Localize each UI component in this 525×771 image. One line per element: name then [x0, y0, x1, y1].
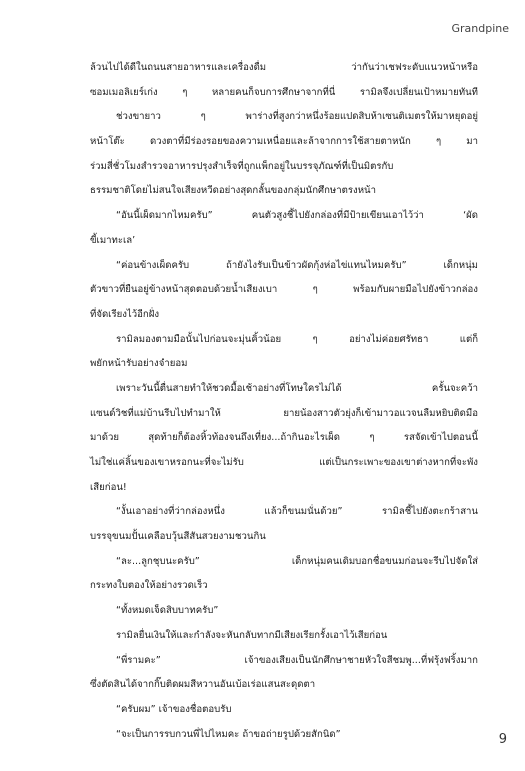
text-line: ซอมเมอลิเยร์เก่ง ๆ หลายคนก็จบการศึกษาจากที่นี่ รามิลจึงเปลี่ยนเป้าหมายทันที — [90, 86, 478, 98]
text-line: ช่วงขายาว ๆ พาร่างที่สูงกว่าหนึ่งร้อยแปดสิบห้าเซนติเมตรให้มาหยุดอยู่ — [116, 111, 478, 123]
body-text — [90, 56, 478, 747]
text-line: “อันนี้เผ็ดมากไหมครับ” คนตัวสูงชี้ไปยังกล่องที่มีป้ายเขียนเอาไว้ว่า ‘ผัด — [116, 210, 478, 222]
text-line: พยักหน้ารับอย่างจำยอม — [90, 358, 188, 370]
text-line: “ทั้งหมดเจ็ดสิบบาทครับ” — [116, 605, 219, 617]
text-line: ไม่ใช่แค่ลิ้นของเขาหรอกนะที่จะไม่รับ แต่เป็นกระเพาะของเขาต่างหากที่จะพัง — [90, 457, 478, 468]
text-line: “ครับผม” เจ้าของชื่อตอบรับ — [116, 703, 232, 715]
text-line: ตัวขาวที่ยืนอยู่ข้างหน้าสุดตอบด้วยน้ำเสียงเบา ๆ พร้อมกับผายมือไปยังข้าวกล่อง — [90, 284, 478, 296]
text-line: “จะเป็นการรบกวนพี่ไปไหมคะ ถ้าขอถ่ายรูปด้วยสักนิด” — [116, 728, 341, 740]
text-line: เสียก่อน! — [90, 481, 127, 493]
running-header: Grandpine — [451, 22, 509, 35]
text-line: “งั้นเอาอย่างที่ว่ากล่องหนึ่ง แล้วก็ขนมนั่นด้วย” รามิลชี้ไปยังตะกร้าสาน — [116, 506, 478, 518]
text-line: มาด้วย สุดท้ายก็ต้องหิ้วท้องจนถึงเที่ยง...ถ้ากินอะไรเผ็ด ๆ รสจัดเข้าไปตอนนี้ — [90, 432, 478, 444]
text-line: บรรจุขนมปั้นเคลือบวุ้นสีสันสวยงามชวนกิน — [90, 531, 266, 543]
text-line: แซนด์วิชที่แม่บ้านรีบไปทำมาให้ ยายน้องสาวตัวยุ่งก็เข้ามาวอแวจนลืมหยิบติดมือ — [90, 407, 478, 419]
text-line: “ค่อนข้างเผ็ดครับ ถ้ายังไงรับเป็นข้าวผัดกุ้งห่อไข่แทนไหมครับ” เด็กหนุ่ม — [116, 259, 478, 271]
page-number: 9 — [498, 732, 507, 747]
text-line: ขี้เมาทะเล’ — [90, 234, 136, 246]
text-line: “พี่รามคะ” เจ้าของเสียงเป็นนักศึกษาชายหัวใจสีชมพู...ที่ฟรุ้งฟริ้งมาก — [116, 654, 478, 666]
text-line: ที่จัดเรียงไว้อีกฝั่ง — [90, 308, 160, 320]
text-line: “ละ...ลูกชุบนะครับ” เด็กหนุ่มคนเดิมบอกชื่อขนมก่อนจะรีบไปจัดใส่ — [116, 555, 478, 567]
text-line: ซึ่งตัดสินได้จากกิ๊บติดผมสีหวานอันเบ้อเร่อแสนสะดุดตา — [90, 679, 316, 691]
text-line: รามิลยื่นเงินให้และกำลังจะหันกลับทากมีเสียงเรียกรั้งเอาไว้เสียก่อน — [116, 629, 388, 641]
text-line: ร่วมสี่ชั่วโมงสำรวจอาหารปรุงสำเร็จที่ถูกแพ็กอยู่ในบรรจุภัณฑ์ที่เป็นมิตรกับ — [90, 160, 394, 172]
text-line: ธรรมชาติโดยไม่สนใจเสียงหวีดอย่างสุดกลั้นของกลุ่มนักศึกษาตรงหน้า — [90, 185, 376, 197]
text-line: หน้าโต๊ะ ดวงตาที่มีร่องรอยของความเหนื่อยและล้าจากการใช้สายตาหนัก ๆ มา — [90, 136, 478, 148]
text-line: รามิลมองตามมือนั้นไปก่อนจะมุ่นคิ้วน้อย ๆ อย่างไม่ค่อยศรัทธา แต่ก็ — [116, 333, 478, 345]
text-line: ล้วนไปได้ดีในถนนสายอาหารและเครื่องดื่ม ว่ากันว่าเชฟระดับแนวหน้าหรือ — [90, 62, 478, 73]
text-line: เพราะวันนี้ตื่นสายทำให้ชวดมื้อเช้าอย่างที่โทษใครไม่ได้ ครั้นจะคว้า — [116, 382, 478, 394]
text-line: กระทงใบตองให้อย่างรวดเร็ว — [90, 580, 208, 592]
